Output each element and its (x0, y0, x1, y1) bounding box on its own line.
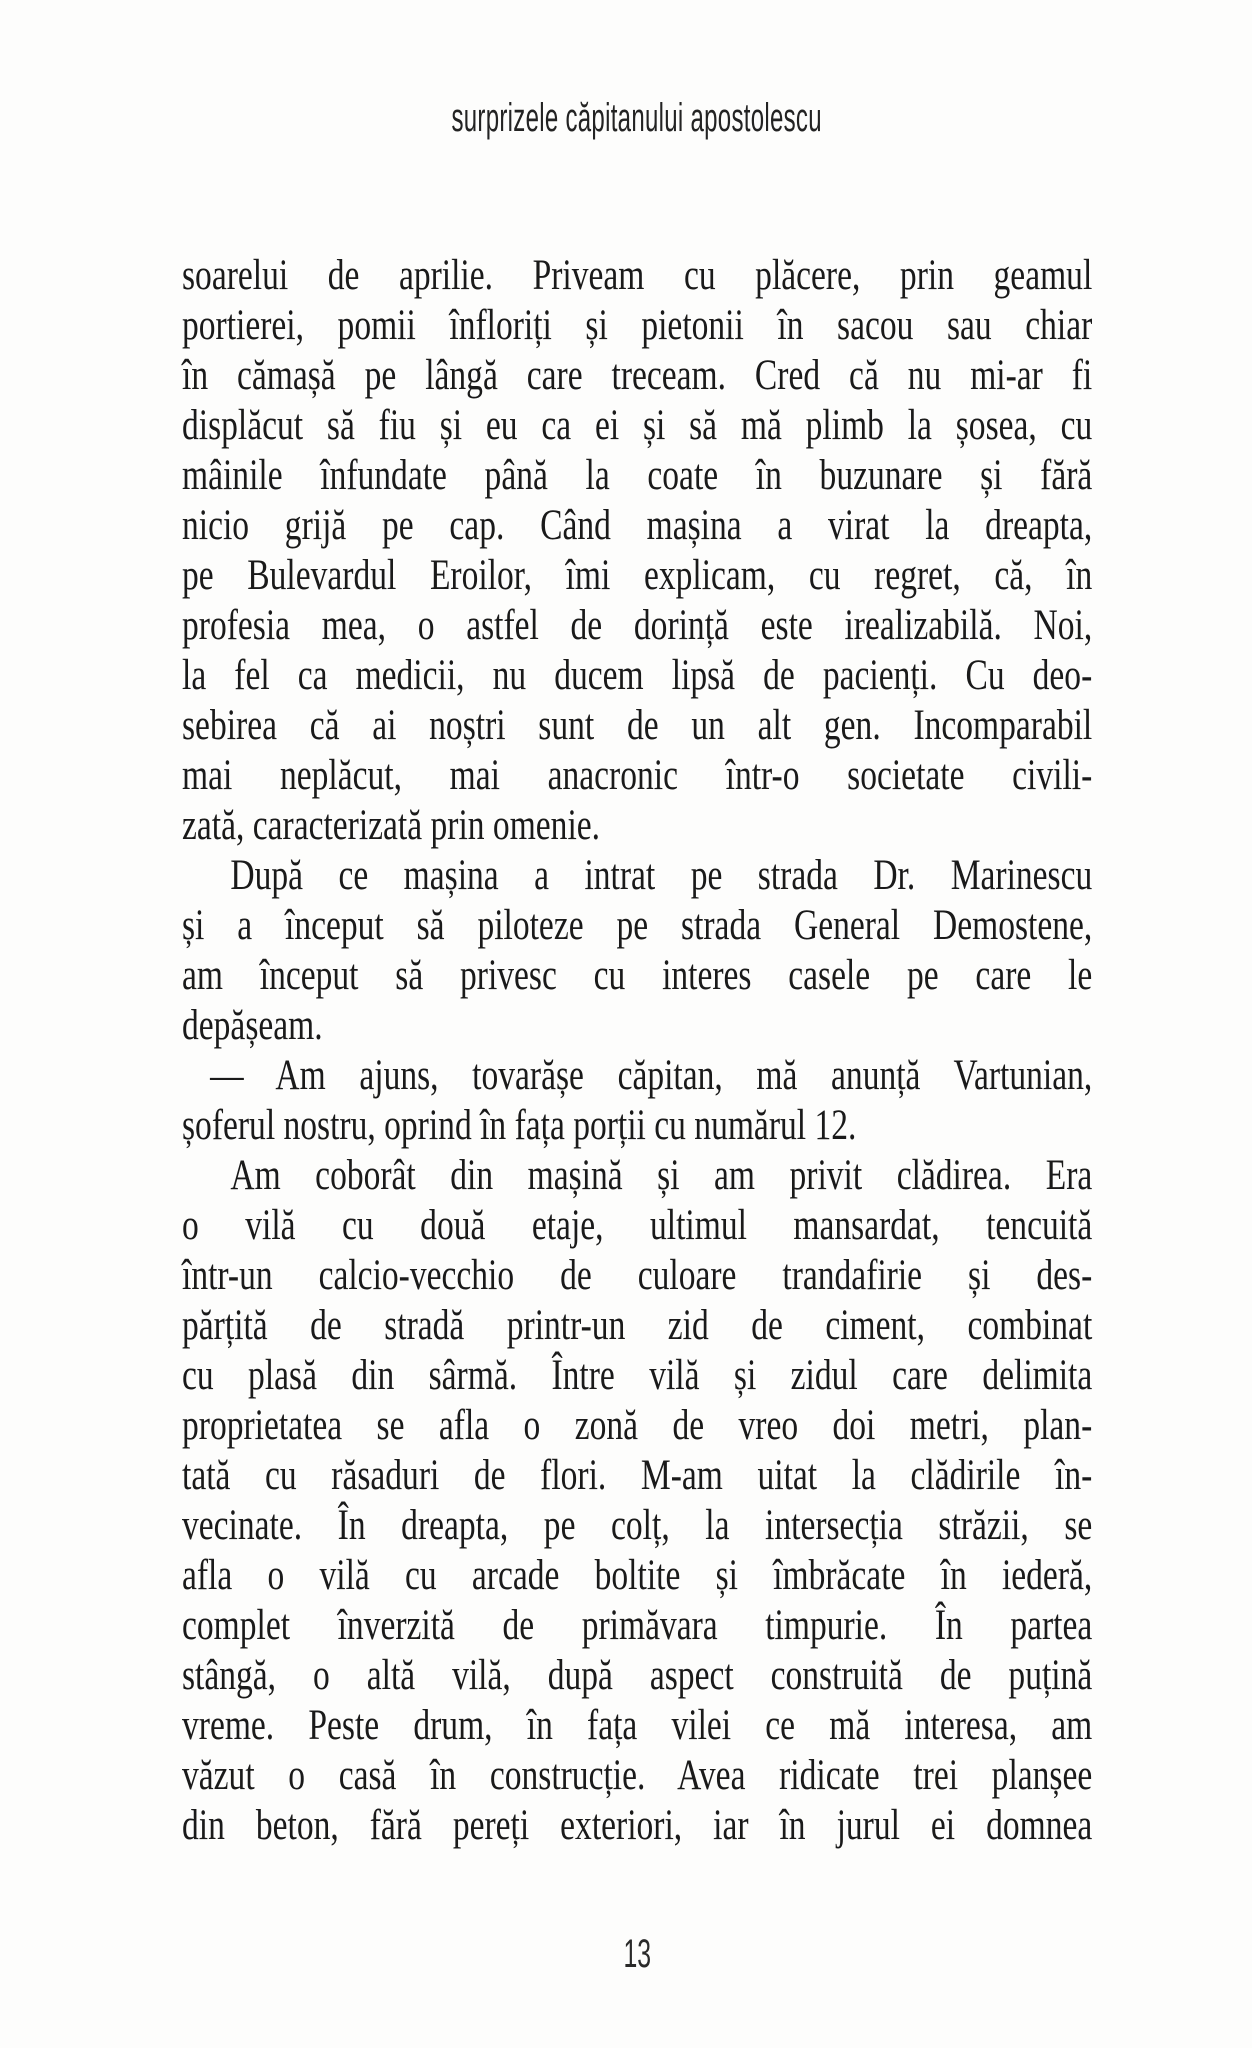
text-line: zată, caracterizată prin omenie. (182, 802, 601, 849)
text-line: mai neplăcut, mai anacronic într-o societate civili- (182, 752, 1093, 799)
text-line: la fel ca medicii, nu ducem lipsă de pacienți. Cu deo- (182, 652, 1093, 699)
running-header (182, 98, 1092, 138)
text-line: în cămașă pe lângă care treceam. Cred că nu mi-ar fi (182, 352, 1093, 399)
text-line: sebirea că ai noștri sunt de un alt gen. Incomparabil (182, 702, 1093, 749)
text-line: afla o vilă cu arcade boltite și îmbrăcate în iederă, (182, 1552, 1093, 1599)
text-line: am început să privesc cu interes casele pe care le (182, 952, 1093, 999)
text-line: nicio grijă pe cap. Când mașina a virat la dreapta, (182, 502, 1093, 549)
text-line: stângă, o altă vilă, după aspect construită de puțină (182, 1652, 1093, 1699)
text-line: văzut o casă în construcție. Avea ridicate trei planșee (182, 1752, 1093, 1799)
text-line: părțită de stradă printr-un zid de ciment, combinat (182, 1302, 1093, 1349)
running-header-text: surprizele căpitanului apostolescu (451, 96, 823, 140)
text-line: cu plasă din sârmă. Între vilă și zidul care delimita (182, 1352, 1093, 1399)
text-line: vreme. Peste drum, în fața vilei ce mă interesa, am (182, 1702, 1093, 1749)
body-text (182, 251, 1092, 1851)
text-line: vecinate. În dreapta, pe colț, la intersecția străzii, se (182, 1502, 1093, 1549)
text-line: depășeam. (182, 1002, 323, 1049)
text-line-dialogue: — Am ajuns, tovarășe căpitan, mă anunță Vartunian, (210, 1052, 1093, 1099)
text-line: Am coborât din mașină și am privit clădirea. Era (230, 1152, 1093, 1199)
text-line: mâinile înfundate până la coate în buzunare și fără (182, 452, 1093, 499)
text-line: profesia mea, o astfel de dorință este irealizabilă. Noi, (182, 602, 1093, 649)
text-line: După ce mașina a intrat pe strada Dr. Marinescu (230, 852, 1093, 899)
page-number-text: 13 (623, 1932, 651, 1976)
text-line: din beton, fără pereți exteriori, iar în jurul ei domnea (182, 1802, 1093, 1849)
text-line: proprietatea se afla o zonă de vreo doi metri, plan- (182, 1402, 1093, 1449)
page-number (182, 1934, 1092, 1974)
text-line: într-un calcio-vecchio de culoare trandafirie și des- (182, 1252, 1093, 1299)
text-line: displăcut să fiu și eu ca ei și să mă plimb la șosea, cu (182, 402, 1093, 449)
text-line: tată cu răsaduri de flori. M-am uitat la clădirile în- (182, 1452, 1093, 1499)
text-line: șoferul nostru, oprind în fața porții cu numărul 12. (182, 1102, 857, 1149)
text-line: soarelui de aprilie. Priveam cu plăcere, prin geamul (182, 252, 1093, 299)
text-line: și a început să piloteze pe strada General Demostene, (182, 902, 1093, 949)
text-line: pe Bulevardul Eroilor, îmi explicam, cu regret, că, în (182, 552, 1093, 599)
text-line: complet înverzită de primăvara timpurie. În partea (182, 1602, 1093, 1649)
text-line: o vilă cu două etaje, ultimul mansardat, tencuită (182, 1202, 1093, 1249)
text-line: portierei, pomii înfloriți și pietonii în sacou sau chiar (182, 302, 1093, 349)
